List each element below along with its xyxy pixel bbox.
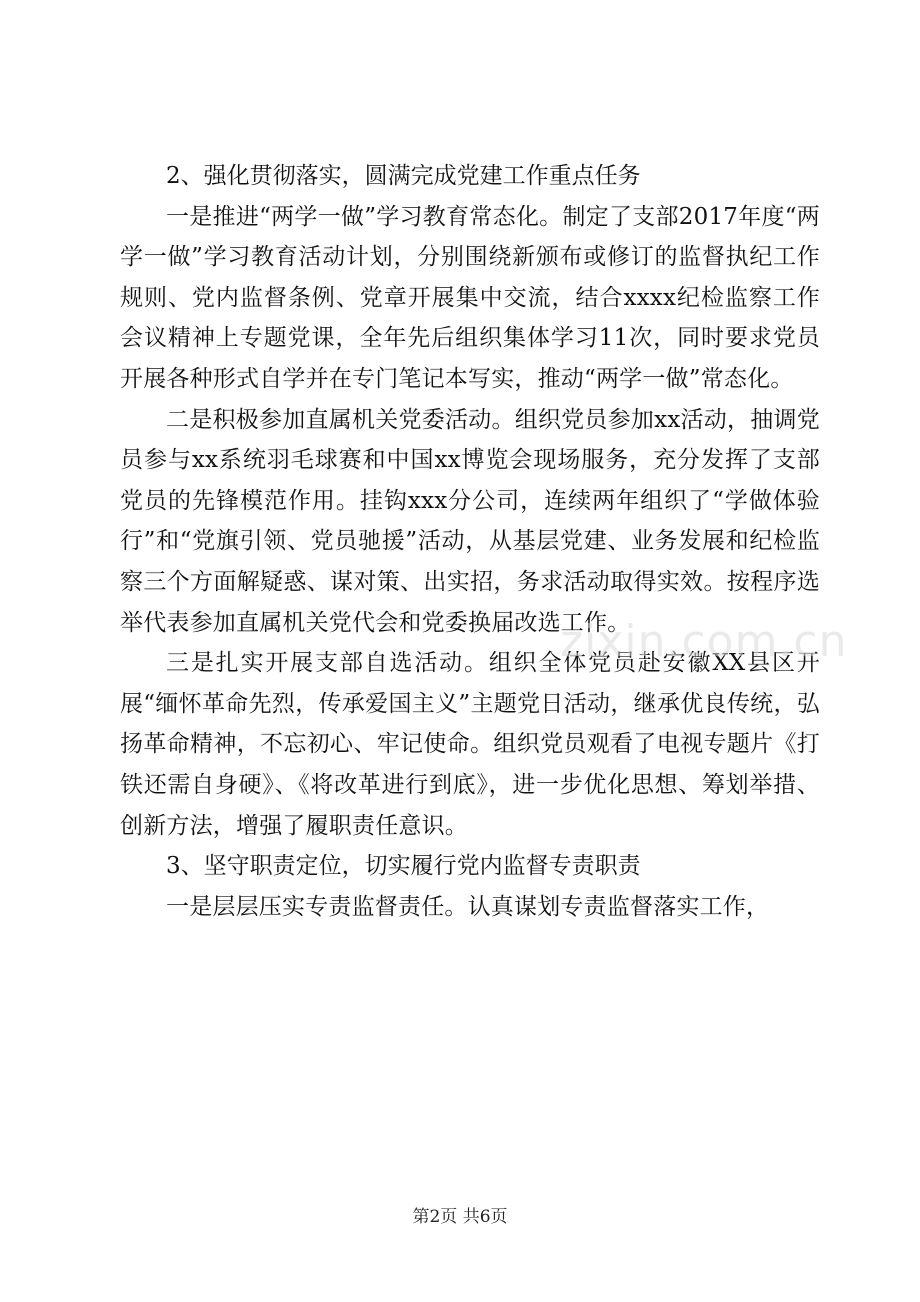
document-body: [120, 156, 820, 927]
paragraph-supervision: 一是层层压实专责监督责任。认真谋划专责监督落实工作，: [166, 893, 770, 920]
page-footer: 第2页 共6页: [412, 1207, 508, 1227]
section-heading-3: 3、坚守职责定位，切实履行党内监督专责职责: [166, 853, 641, 880]
watermark: zixin.com.cn: [560, 616, 848, 667]
section-heading-2: 2、强化贯彻落实，圆满完成党建工作重点任务: [166, 163, 641, 189]
paragraph-branch-activities: 三是扎实开展支部自选活动。组织全体党员赴安徽XX县区开展“缅怀革命先烈，传承爱国主义”主题党日活动，继承优良传统，弘扬革命精神，不忘初心、牢记使命。组织党员观看了电视专题片《打铁还需自身硬》、《将改革进行到底》，进一步优化思想、筹划举措、创新方法，增强了履职责任意识。: [120, 650, 820, 839]
paragraph-two-study: 一是推进“两学一做”学习教育常态化。制定了支部2017年度“两学一做”学习教育活动计划，分别围绕新颁布或修订的监督执纪工作规则、党内监督条例、党章开展集中交流，结合xxxx纪检监察工作会议精神上专题党课，全年先后组织集体学习11次，同时要求党员开展各种形式自学并在专门笔记本写实，推动“两学一做”常态化。: [120, 203, 820, 392]
paragraph-party-activities: 二是积极参加直属机关党委活动。组织党员参加xx活动，抽调党员参与xx系统羽毛球赛和中国xx博览会现场服务，充分发挥了支部党员的先锋模范作用。挂钩xxx分公司，连续两年组织了“学做体验行”和“党旗引领、党员驰援”活动，从基层党建、业务发展和纪检监察三个方面解疑惑、谋对策、出实招，务求活动取得实效。按程序选举代表参加直属机关党代会和党委换届改选工作。: [120, 406, 820, 636]
